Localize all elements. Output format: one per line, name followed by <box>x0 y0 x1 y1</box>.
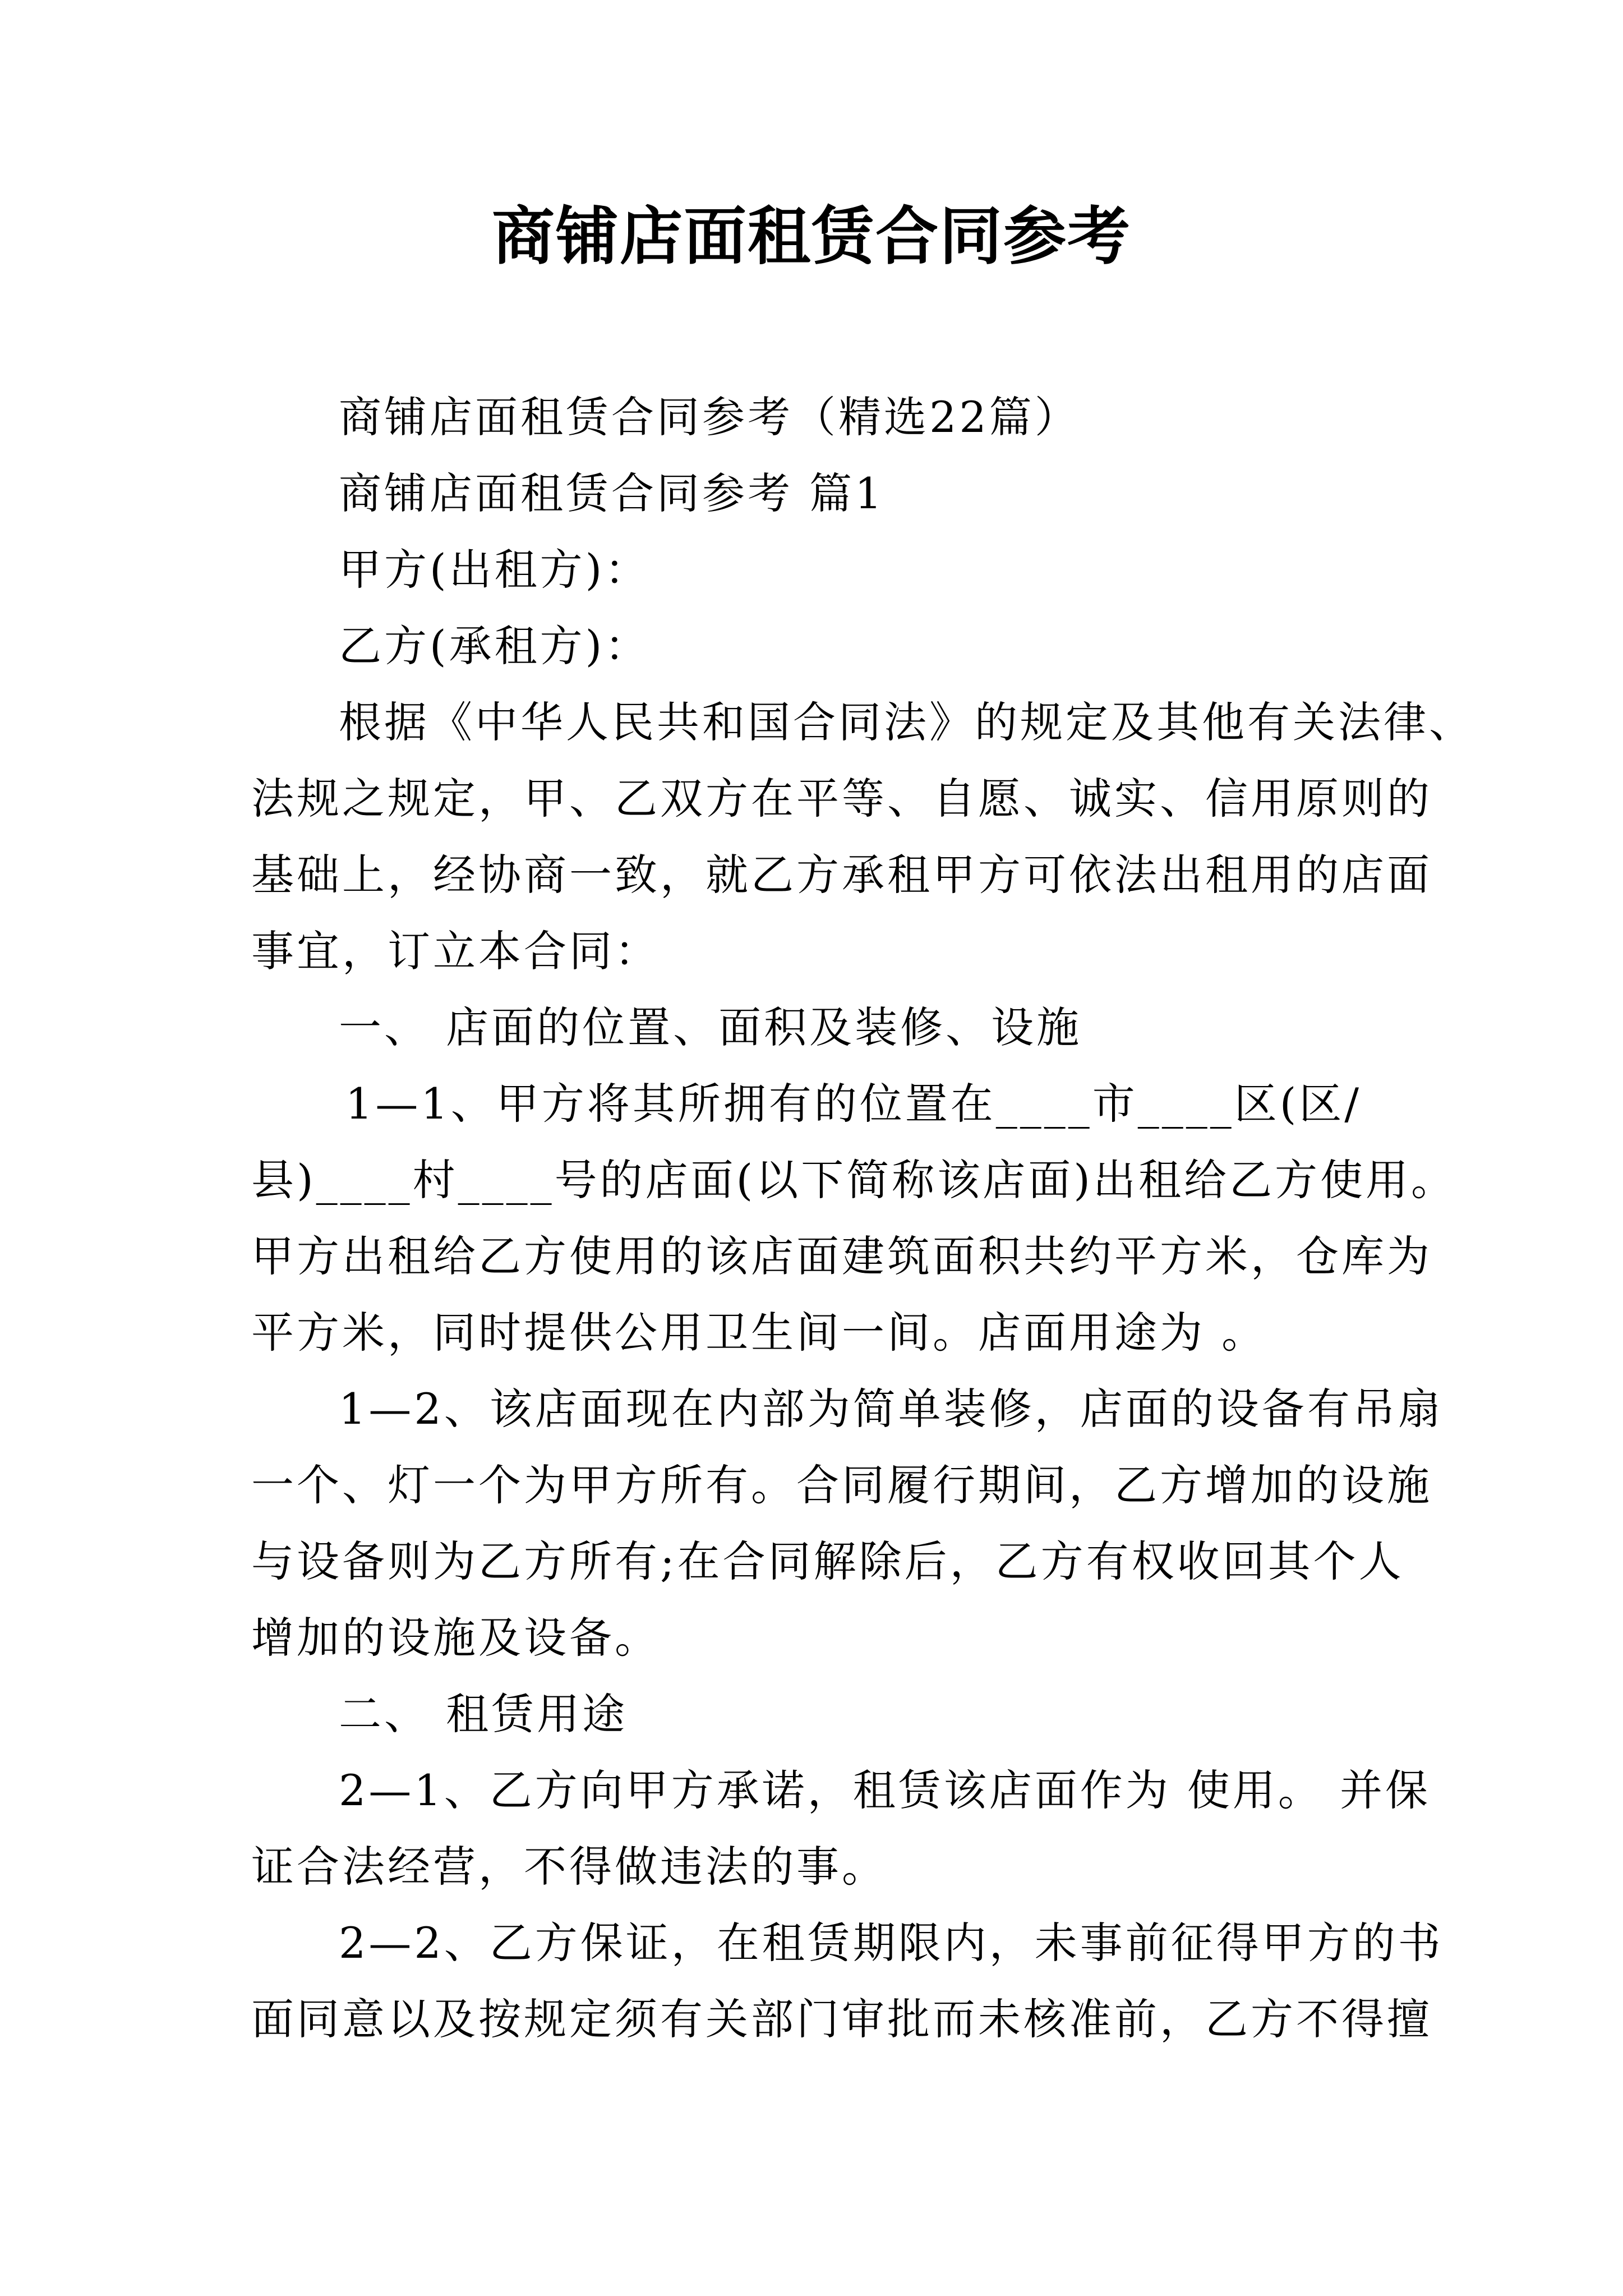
party-b-line: 乙方(承租方)： <box>339 621 651 671</box>
paragraph-line: 面同意以及按规定须有关部门审批而未核准前，乙方不得擅 <box>251 1994 1432 2044</box>
document-body <box>251 379 1474 2058</box>
document-title: 商铺店面租赁合同参考 <box>492 200 1131 273</box>
paragraph-line: 甲方出租给乙方使用的该店面建筑面积共约平方米，仓库为 <box>251 1231 1432 1281</box>
paragraph-line: 1—1、甲方将其所拥有的位置在____市____区(区/ <box>345 1079 1362 1129</box>
paragraph-line: 2—1、乙方向甲方承诺，租赁该店面作为 使用。 并保 <box>339 1765 1431 1815</box>
paragraph-line: 增加的设施及设备。 <box>251 1613 660 1663</box>
paragraph-line: 2—2、乙方保证，在租赁期限内，未事前征得甲方的书 <box>339 1918 1444 1968</box>
paragraph-line: 证合法经营，不得做违法的事。 <box>251 1842 887 1892</box>
paragraph-line: 与设备则为乙方所有;在合同解除后，乙方有权收回其个人 <box>251 1536 1404 1586</box>
clause-heading: 一、 店面的位置、面积及装修、设施 <box>339 1002 1082 1052</box>
paragraph-line: 1—2、该店面现在内部为简单装修，店面的设备有吊扇 <box>339 1384 1444 1434</box>
paragraph-line: 平方米，同时提供公用卫生间一间。店面用途为 。 <box>251 1308 1267 1358</box>
clause-heading: 二、 租赁用途 <box>339 1689 628 1739</box>
subtitle-line: 商铺店面租赁合同参考（精选22篇） <box>339 392 1080 442</box>
paragraph-line: 事宜，订立本合同： <box>251 926 660 976</box>
paragraph-line: 一个、灯一个为甲方所有。合同履行期间，乙方增加的设施 <box>251 1460 1432 1510</box>
paragraph-line: 法规之规定，甲、乙双方在平等、自愿、诚实、信用原则的 <box>251 774 1432 823</box>
paragraph-line: 根据《中华人民共和国合同法》的规定及其他有关法律、 <box>339 697 1474 747</box>
party-a-line: 甲方(出租方)： <box>339 545 651 595</box>
paragraph-line: 基础上，经协商一致，就乙方承租甲方可依法出租用的店面 <box>251 850 1432 900</box>
section-heading: 商铺店面租赁合同参考 篇1 <box>339 468 885 518</box>
paragraph-line: 县)____村____号的店面(以下简称该店面)出租给乙方使用。 <box>251 1155 1456 1205</box>
